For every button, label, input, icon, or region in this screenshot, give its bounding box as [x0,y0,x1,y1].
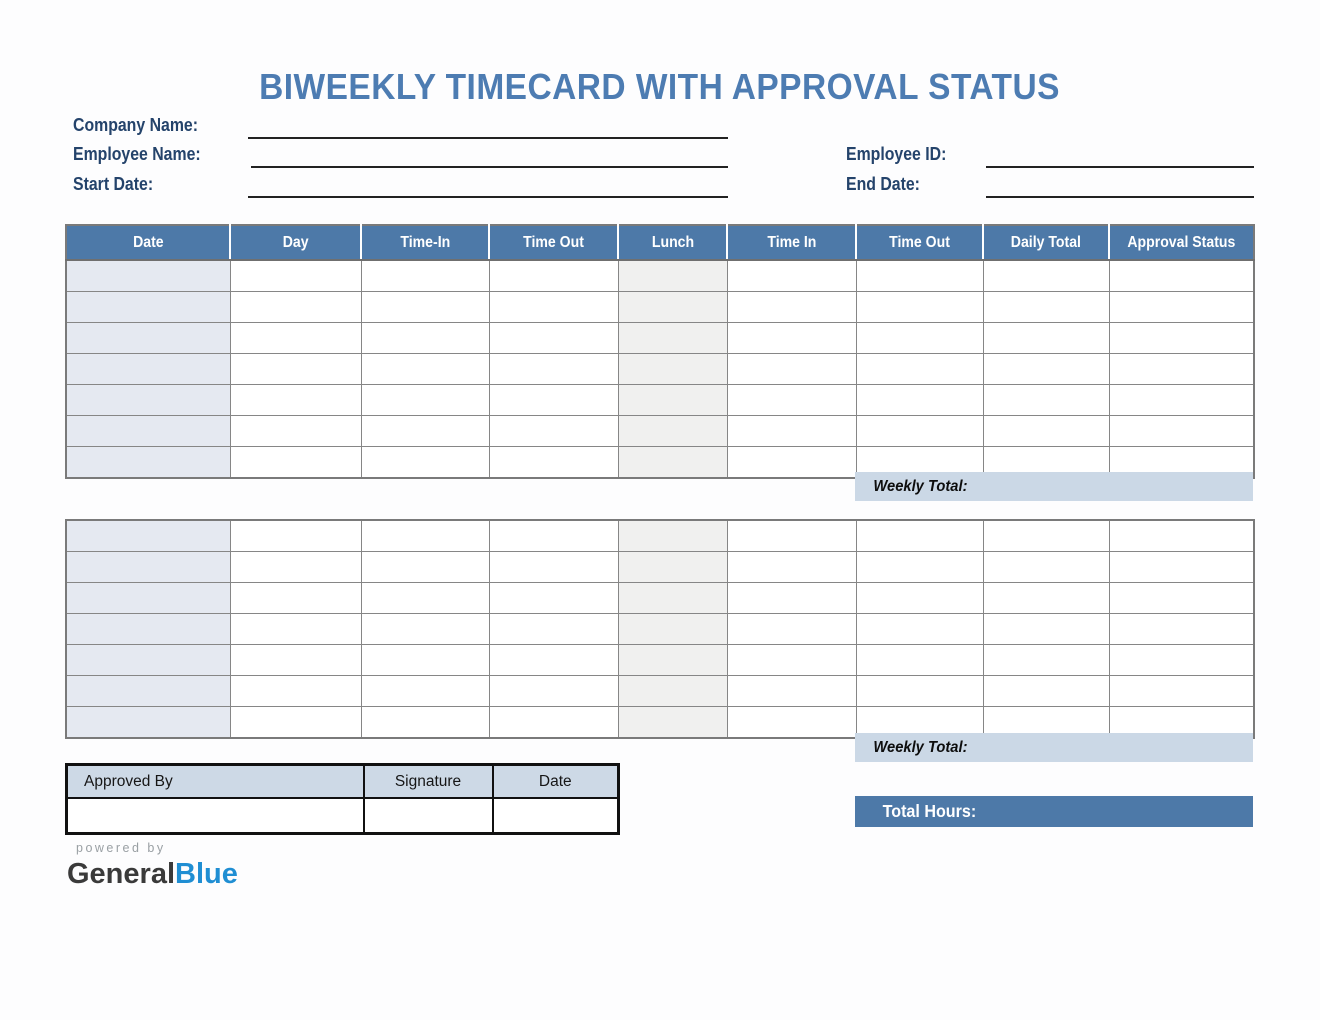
timecard-row [66,614,1254,645]
timecard-cell[interactable] [856,614,983,645]
timecard-cell[interactable] [230,520,361,552]
timecard-row [66,583,1254,614]
timecard-cell[interactable] [618,645,727,676]
timecard-cell[interactable] [618,416,727,447]
timecard-cell[interactable] [1109,292,1254,323]
timecard-cell[interactable] [361,645,489,676]
timecard-cell[interactable] [1109,583,1254,614]
timecard-cell[interactable] [983,260,1109,292]
timecard-row [66,520,1254,552]
timecard-cell[interactable] [983,676,1109,707]
column-header-day: Day [230,225,361,260]
timecard-cell[interactable] [618,323,727,354]
timecard-cell[interactable] [727,354,856,385]
timecard-cell[interactable] [856,323,983,354]
signature-header: Signature [364,765,493,799]
timecard-cell[interactable] [489,707,618,739]
timecard-cell[interactable] [361,323,489,354]
column-header-lunch: Lunch [618,225,727,260]
timecard-cell[interactable] [856,645,983,676]
approval-header-row [67,765,619,799]
page-title-text: BIWEEKLY TIMECARD WITH APPROVAL STATUS [259,66,1061,107]
timecard-week1-table [65,224,1255,479]
brand-general-text: General [67,858,175,890]
timecard-cell[interactable] [983,583,1109,614]
timecard-row [66,552,1254,583]
timecard-cell[interactable] [66,323,230,354]
timecard-cell[interactable] [856,416,983,447]
timecard-row [66,416,1254,447]
timecard-cell[interactable] [856,292,983,323]
employee-name-input-line[interactable] [251,166,728,168]
total-hours-label: Total Hours: [882,801,977,821]
timecard-cell[interactable] [230,385,361,416]
timecard-cell[interactable] [361,520,489,552]
timecard-cell[interactable] [489,323,618,354]
timecard-cell[interactable] [983,416,1109,447]
timecard-row [66,323,1254,354]
timecard-cell[interactable] [489,552,618,583]
timecard-row [66,676,1254,707]
timecard-cell[interactable] [618,292,727,323]
timecard-cell[interactable] [983,520,1109,552]
approval-entry-row [67,798,619,834]
timecard-row [66,292,1254,323]
timecard-row [66,385,1254,416]
general-blue-logo [67,858,238,891]
employee-id-input-line[interactable] [986,166,1254,168]
timecard-cell[interactable] [618,354,727,385]
timecard-cell[interactable] [983,614,1109,645]
end-date-input-line[interactable] [986,196,1254,198]
timecard-cell[interactable] [727,323,856,354]
total-hours-bar[interactable] [855,796,1253,827]
employee-name-label: Employee Name: [73,144,201,164]
timecard-cell[interactable] [361,292,489,323]
timecard-cell[interactable] [727,583,856,614]
timecard-cell[interactable] [618,676,727,707]
timecard-cell[interactable] [361,260,489,292]
timecard-cell[interactable] [618,520,727,552]
timecard-week2-table [65,519,1255,739]
timecard-cell[interactable] [856,354,983,385]
approval-date-cell[interactable] [493,798,619,834]
timecard-cell[interactable] [361,385,489,416]
approval-date-header: Date [493,765,619,799]
start-date-label: Start Date: [73,174,154,194]
timecard-cell[interactable] [66,676,230,707]
timecard-cell[interactable] [230,416,361,447]
timecard-cell[interactable] [983,292,1109,323]
timecard-cell[interactable] [1109,260,1254,292]
timecard-cell[interactable] [66,552,230,583]
timecard-cell[interactable] [66,614,230,645]
timecard-cell[interactable] [727,416,856,447]
timecard-cell[interactable] [489,520,618,552]
timecard-cell[interactable] [361,416,489,447]
timecard-cell[interactable] [230,323,361,354]
timecard-cell[interactable] [1109,354,1254,385]
approved-by-cell[interactable] [67,798,364,834]
timecard-cell[interactable] [1109,614,1254,645]
timecard-cell[interactable] [66,520,230,552]
timecard-cell[interactable] [856,260,983,292]
timecard-cell[interactable] [489,676,618,707]
timecard-cell[interactable] [618,447,727,479]
timecard-cell[interactable] [983,552,1109,583]
timecard-cell[interactable] [618,583,727,614]
timecard-cell[interactable] [727,614,856,645]
column-header-time-in-am: Time-In [361,225,489,260]
timecard-cell[interactable] [618,385,727,416]
column-header-time-in-pm: Time In [727,225,856,260]
timecard-cell[interactable] [66,354,230,385]
timecard-cell[interactable] [618,552,727,583]
timecard-cell[interactable] [727,707,856,739]
timecard-cell[interactable] [618,260,727,292]
timecard-cell[interactable] [361,552,489,583]
timecard-cell[interactable] [489,645,618,676]
timecard-cell[interactable] [66,416,230,447]
timecard-cell[interactable] [361,707,489,739]
end-date-label: End Date: [846,174,920,194]
timecard-cell[interactable] [1109,645,1254,676]
column-header-time-out-pm: Time Out [856,225,983,260]
timecard-cell[interactable] [66,260,230,292]
timecard-cell[interactable] [361,354,489,385]
timecard-cell[interactable] [1109,385,1254,416]
timecard-cell[interactable] [856,385,983,416]
timecard-cell[interactable] [230,447,361,479]
column-header-time-out-am: Time Out [489,225,618,260]
timecard-cell[interactable] [489,583,618,614]
timecard-cell[interactable] [230,260,361,292]
brand-blue-text: Blue [175,858,238,890]
timecard-cell[interactable] [727,676,856,707]
timecard-header-row [66,225,1254,260]
timecard-cell[interactable] [856,520,983,552]
timecard-cell[interactable] [618,707,727,739]
start-date-input-line[interactable] [248,196,728,198]
timecard-row [66,260,1254,292]
timecard-cell[interactable] [361,676,489,707]
timecard-cell[interactable] [66,385,230,416]
timecard-cell[interactable] [489,385,618,416]
column-header-date: Date [66,225,230,260]
timecard-cell[interactable] [1109,676,1254,707]
timecard-cell[interactable] [489,260,618,292]
timecard-cell[interactable] [727,520,856,552]
timecard-cell[interactable] [66,645,230,676]
timecard-cell[interactable] [66,583,230,614]
timecard-cell[interactable] [727,260,856,292]
column-header-approval-status: Approval Status [1109,225,1254,260]
timecard-cell[interactable] [230,552,361,583]
weekly-total-label-week2: Weekly Total: [873,738,968,756]
timecard-cell[interactable] [66,292,230,323]
employee-id-label: Employee ID: [846,144,947,164]
timecard-cell[interactable] [1109,552,1254,583]
powered-by-text: powered by [76,841,166,855]
signature-cell[interactable] [364,798,493,834]
timecard-cell[interactable] [489,447,618,479]
weekly-total-bar-week2[interactable] [855,733,1253,762]
timecard-cell[interactable] [1109,323,1254,354]
timecard-cell[interactable] [66,707,230,739]
timecard-cell[interactable] [230,645,361,676]
timecard-cell[interactable] [230,614,361,645]
page-title [0,66,1320,108]
company-name-input-line[interactable] [248,137,728,139]
timecard-cell[interactable] [983,323,1109,354]
timecard-cell[interactable] [489,292,618,323]
timecard-cell[interactable] [856,676,983,707]
timecard-cell[interactable] [727,385,856,416]
timecard-cell[interactable] [230,583,361,614]
timecard-cell[interactable] [230,292,361,323]
timecard-cell[interactable] [856,552,983,583]
timecard-cell[interactable] [230,707,361,739]
timecard-cell[interactable] [230,354,361,385]
timecard-cell[interactable] [618,614,727,645]
timecard-cell[interactable] [489,354,618,385]
weekly-total-label-week1: Weekly Total: [873,477,968,495]
timecard-cell[interactable] [1109,416,1254,447]
timecard-cell[interactable] [361,614,489,645]
timecard-cell[interactable] [727,552,856,583]
timecard-cell[interactable] [983,354,1109,385]
column-header-daily-total: Daily Total [983,225,1109,260]
timecard-cell[interactable] [1109,520,1254,552]
timecard-cell[interactable] [727,447,856,479]
timecard-cell[interactable] [489,416,618,447]
company-name-label: Company Name: [73,115,198,135]
timecard-row [66,645,1254,676]
timecard-cell[interactable] [983,645,1109,676]
timecard-cell[interactable] [361,447,489,479]
timecard-cell[interactable] [983,385,1109,416]
timecard-cell[interactable] [361,583,489,614]
approved-by-header: Approved By [67,765,364,799]
timecard-cell[interactable] [489,614,618,645]
timecard-cell[interactable] [856,583,983,614]
weekly-total-bar-week1[interactable] [855,472,1253,501]
timecard-cell[interactable] [727,645,856,676]
approval-table [65,763,620,835]
timecard-row [66,354,1254,385]
timecard-cell[interactable] [230,676,361,707]
timecard-cell[interactable] [66,447,230,479]
timecard-cell[interactable] [727,292,856,323]
